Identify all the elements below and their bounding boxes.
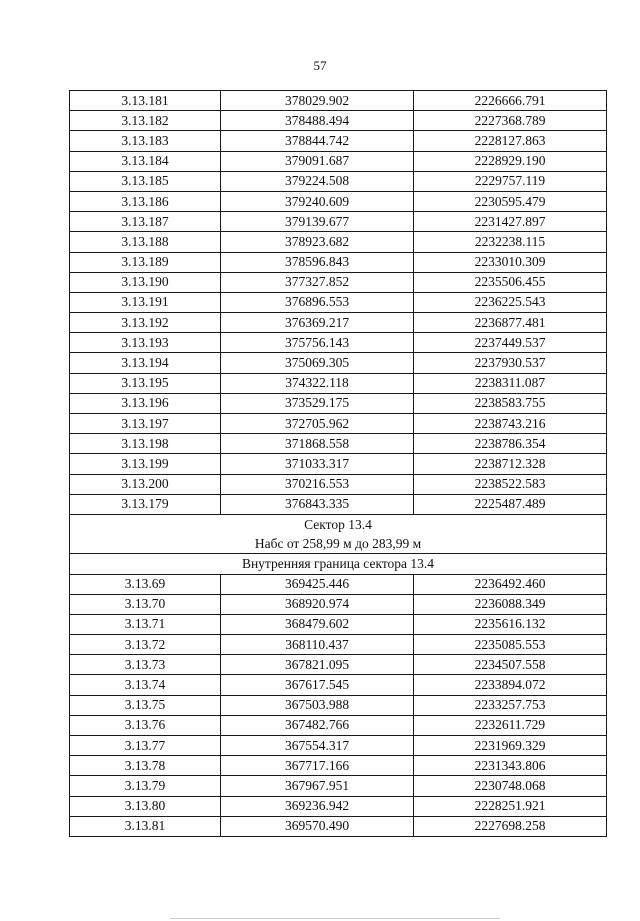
y-coordinate-cell: 2232238.115	[414, 232, 607, 252]
sector-boundary-row	[70, 554, 607, 574]
table-row	[70, 393, 607, 413]
table-row	[70, 131, 607, 151]
table-row	[70, 151, 607, 171]
table-row	[70, 191, 607, 211]
table-row	[70, 91, 607, 111]
x-coordinate-cell: 370216.553	[221, 474, 414, 494]
y-coordinate-cell: 2229757.119	[414, 171, 607, 191]
table-row	[70, 736, 607, 756]
x-coordinate-cell: 378596.843	[221, 252, 414, 272]
x-coordinate-cell: 374322.118	[221, 373, 414, 393]
point-id-cell: 3.13.199	[70, 454, 221, 474]
table-row	[70, 333, 607, 353]
y-coordinate-cell: 2236088.349	[414, 594, 607, 614]
y-coordinate-cell: 2238786.354	[414, 434, 607, 454]
y-coordinate-cell: 2228929.190	[414, 151, 607, 171]
x-coordinate-cell: 367554.317	[221, 736, 414, 756]
point-id-cell: 3.13.70	[70, 594, 221, 614]
point-id-cell: 3.13.194	[70, 353, 221, 373]
table-row	[70, 494, 607, 514]
table-row	[70, 715, 607, 735]
point-id-cell: 3.13.78	[70, 756, 221, 776]
y-coordinate-cell: 2231343.806	[414, 756, 607, 776]
point-id-cell: 3.13.188	[70, 232, 221, 252]
table-row	[70, 212, 607, 232]
point-id-cell: 3.13.73	[70, 655, 221, 675]
table-row	[70, 434, 607, 454]
point-id-cell: 3.13.76	[70, 715, 221, 735]
x-coordinate-cell: 371033.317	[221, 454, 414, 474]
point-id-cell: 3.13.185	[70, 171, 221, 191]
point-id-cell: 3.13.191	[70, 292, 221, 312]
y-coordinate-cell: 2233010.309	[414, 252, 607, 272]
y-coordinate-cell: 2236492.460	[414, 574, 607, 594]
scan-edge-line	[170, 918, 500, 919]
x-coordinate-cell: 379240.609	[221, 191, 414, 211]
table-row	[70, 594, 607, 614]
point-id-cell: 3.13.200	[70, 474, 221, 494]
x-coordinate-cell: 379091.687	[221, 151, 414, 171]
x-coordinate-cell: 375069.305	[221, 353, 414, 373]
y-coordinate-cell: 2233257.753	[414, 695, 607, 715]
table-row	[70, 171, 607, 191]
x-coordinate-cell: 379224.508	[221, 171, 414, 191]
table-row	[70, 313, 607, 333]
point-id-cell: 3.13.74	[70, 675, 221, 695]
y-coordinate-cell: 2226666.791	[414, 91, 607, 111]
sector-height-row	[70, 534, 607, 554]
x-coordinate-cell: 376896.553	[221, 292, 414, 312]
point-id-cell: 3.13.187	[70, 212, 221, 232]
sector-height-range: Набс от 258,99 м до 283,99 м	[70, 534, 607, 554]
point-id-cell: 3.13.72	[70, 635, 221, 655]
table-row	[70, 373, 607, 393]
table-row	[70, 614, 607, 634]
y-coordinate-cell: 2235085.553	[414, 635, 607, 655]
table-row	[70, 776, 607, 796]
table-row	[70, 756, 607, 776]
x-coordinate-cell: 369570.490	[221, 816, 414, 836]
point-id-cell: 3.13.69	[70, 574, 221, 594]
y-coordinate-cell: 2238712.328	[414, 454, 607, 474]
table-row	[70, 655, 607, 675]
x-coordinate-cell: 373529.175	[221, 393, 414, 413]
x-coordinate-cell: 367821.095	[221, 655, 414, 675]
y-coordinate-cell: 2237930.537	[414, 353, 607, 373]
x-coordinate-cell: 367717.166	[221, 756, 414, 776]
y-coordinate-cell: 2227698.258	[414, 816, 607, 836]
table-row	[70, 353, 607, 373]
y-coordinate-cell: 2232611.729	[414, 715, 607, 735]
x-coordinate-cell: 367617.545	[221, 675, 414, 695]
y-coordinate-cell: 2230595.479	[414, 191, 607, 211]
table-row	[70, 675, 607, 695]
table-row	[70, 292, 607, 312]
table-row	[70, 816, 607, 836]
point-id-cell: 3.13.183	[70, 131, 221, 151]
point-id-cell: 3.13.71	[70, 614, 221, 634]
table-row	[70, 111, 607, 131]
point-id-cell: 3.13.186	[70, 191, 221, 211]
y-coordinate-cell: 2225487.489	[414, 494, 607, 514]
point-id-cell: 3.13.75	[70, 695, 221, 715]
x-coordinate-cell: 371868.558	[221, 434, 414, 454]
table-row	[70, 454, 607, 474]
table-row	[70, 635, 607, 655]
x-coordinate-cell: 376843.335	[221, 494, 414, 514]
table-row	[70, 695, 607, 715]
sector-header	[70, 514, 607, 574]
point-id-cell: 3.13.193	[70, 333, 221, 353]
point-id-cell: 3.13.190	[70, 272, 221, 292]
x-coordinate-cell: 375756.143	[221, 333, 414, 353]
point-id-cell: 3.13.196	[70, 393, 221, 413]
table-row	[70, 574, 607, 594]
y-coordinate-cell: 2231427.897	[414, 212, 607, 232]
x-coordinate-cell: 369236.942	[221, 796, 414, 816]
point-id-cell: 3.13.179	[70, 494, 221, 514]
x-coordinate-cell: 368110.437	[221, 635, 414, 655]
y-coordinate-cell: 2236225.543	[414, 292, 607, 312]
x-coordinate-cell: 378923.682	[221, 232, 414, 252]
point-id-cell: 3.13.192	[70, 313, 221, 333]
table-row	[70, 232, 607, 252]
point-id-cell: 3.13.80	[70, 796, 221, 816]
y-coordinate-cell: 2235616.132	[414, 614, 607, 634]
y-coordinate-cell: 2234507.558	[414, 655, 607, 675]
page-number: 57	[313, 58, 327, 73]
x-coordinate-cell: 376369.217	[221, 313, 414, 333]
point-id-cell: 3.13.77	[70, 736, 221, 756]
y-coordinate-cell: 2228251.921	[414, 796, 607, 816]
sector-title-row	[70, 514, 607, 534]
point-id-cell: 3.13.184	[70, 151, 221, 171]
y-coordinate-cell: 2236877.481	[414, 313, 607, 333]
y-coordinate-cell: 2238583.755	[414, 393, 607, 413]
point-id-cell: 3.13.198	[70, 434, 221, 454]
x-coordinate-cell: 369425.446	[221, 574, 414, 594]
y-coordinate-cell: 2228127.863	[414, 131, 607, 151]
table-body-top	[70, 91, 607, 515]
point-id-cell: 3.13.197	[70, 414, 221, 434]
table-body-bottom	[70, 574, 607, 836]
x-coordinate-cell: 378029.902	[221, 91, 414, 111]
y-coordinate-cell: 2227368.789	[414, 111, 607, 131]
y-coordinate-cell: 2230748.068	[414, 776, 607, 796]
point-id-cell: 3.13.182	[70, 111, 221, 131]
sector-title: Сектор 13.4	[70, 514, 607, 534]
x-coordinate-cell: 377327.852	[221, 272, 414, 292]
table-row	[70, 252, 607, 272]
sector-boundary-label: Внутренняя граница сектора 13.4	[70, 554, 607, 574]
x-coordinate-cell: 367503.988	[221, 695, 414, 715]
y-coordinate-cell: 2235506.455	[414, 272, 607, 292]
point-id-cell: 3.13.195	[70, 373, 221, 393]
x-coordinate-cell: 368479.602	[221, 614, 414, 634]
point-id-cell: 3.13.181	[70, 91, 221, 111]
y-coordinate-cell: 2233894.072	[414, 675, 607, 695]
x-coordinate-cell: 367482.766	[221, 715, 414, 735]
coordinates-table	[69, 90, 607, 837]
x-coordinate-cell: 368920.974	[221, 594, 414, 614]
x-coordinate-cell: 379139.677	[221, 212, 414, 232]
x-coordinate-cell: 367967.951	[221, 776, 414, 796]
point-id-cell: 3.13.79	[70, 776, 221, 796]
table-row	[70, 414, 607, 434]
table-row	[70, 272, 607, 292]
y-coordinate-cell: 2238311.087	[414, 373, 607, 393]
y-coordinate-cell: 2238522.583	[414, 474, 607, 494]
y-coordinate-cell: 2231969.329	[414, 736, 607, 756]
x-coordinate-cell: 378488.494	[221, 111, 414, 131]
point-id-cell: 3.13.189	[70, 252, 221, 272]
table-row	[70, 474, 607, 494]
y-coordinate-cell: 2237449.537	[414, 333, 607, 353]
table-row	[70, 796, 607, 816]
x-coordinate-cell: 372705.962	[221, 414, 414, 434]
y-coordinate-cell: 2238743.216	[414, 414, 607, 434]
point-id-cell: 3.13.81	[70, 816, 221, 836]
x-coordinate-cell: 378844.742	[221, 131, 414, 151]
